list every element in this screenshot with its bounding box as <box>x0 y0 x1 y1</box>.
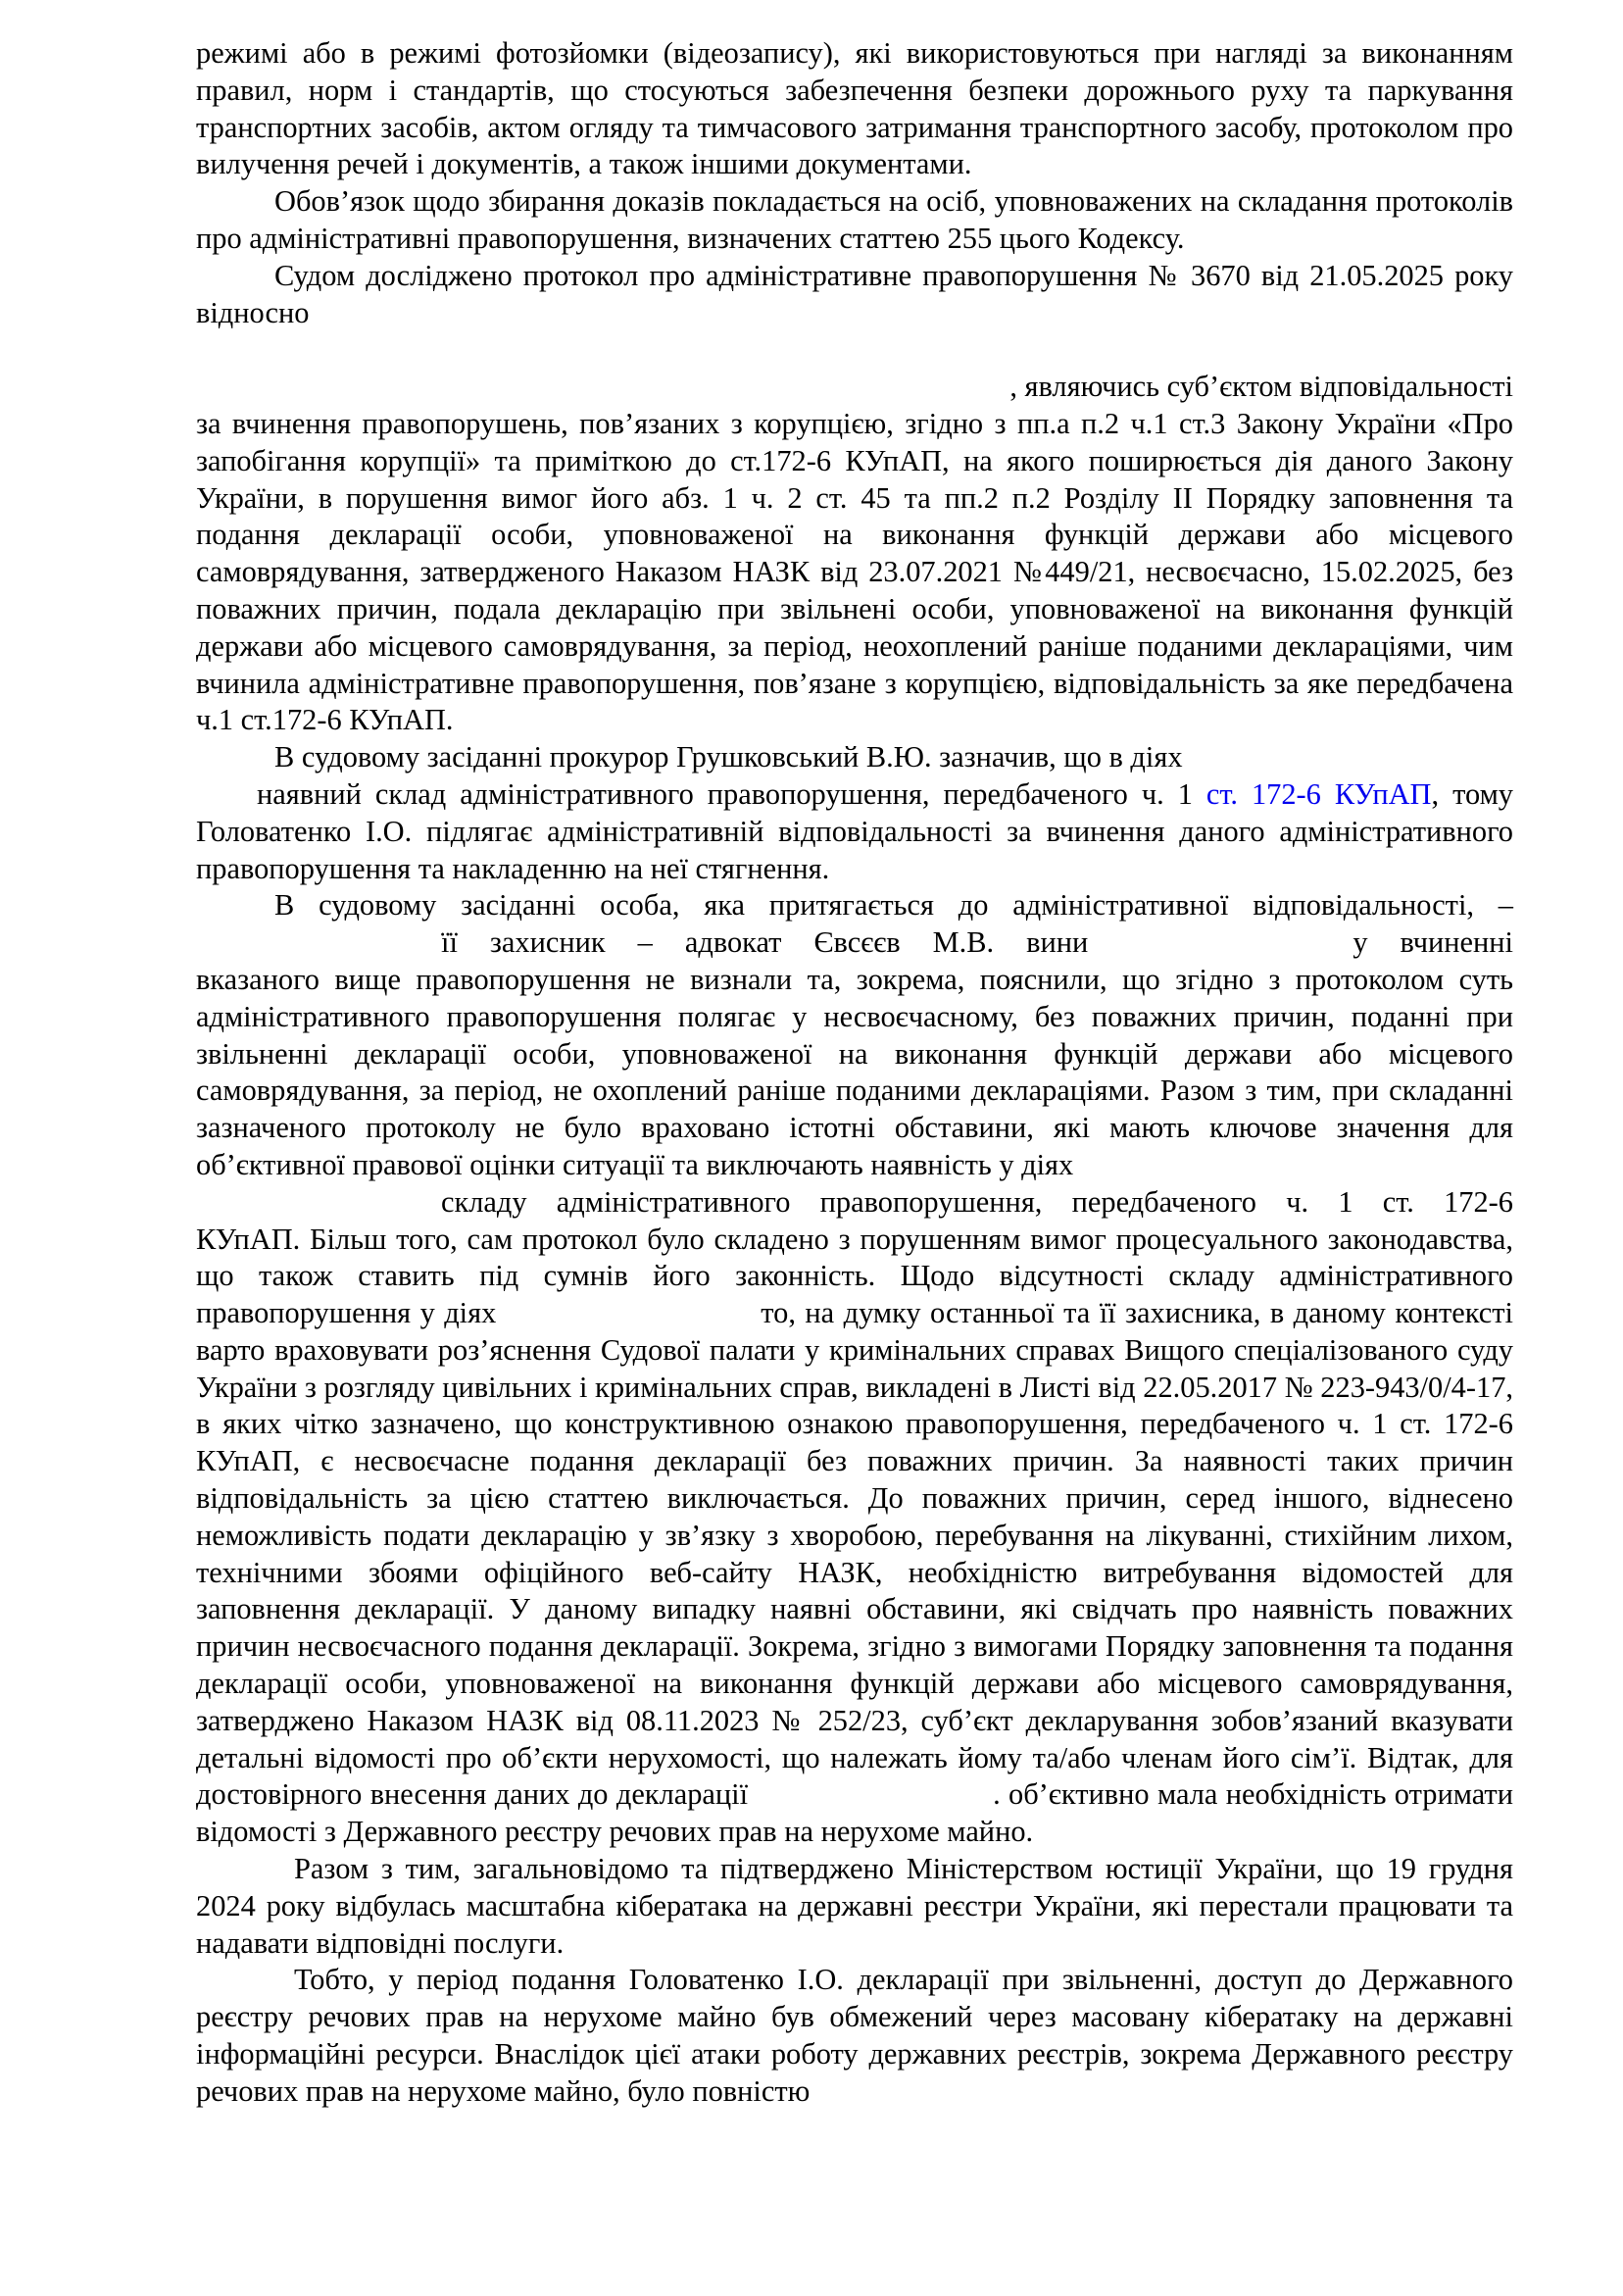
defense-text-j: Державного реєстру речових прав на нерухоме майно. <box>343 1815 1034 1849</box>
paragraph-defense-intro: В судовому засіданні особа, яка притягається до адміністративної відповідальності, – <box>274 888 1513 923</box>
paragraph-protocol-body: за вчинення правопорушень, пов’язаних з корупцією, згідно з пп.а п.2 ч.1 ст.3 Закону України «Про запобігання корупції» та приміткою до ст.172-6 КУпАП, на якого поширюється дія даного Закону України, в порушення вимог його абз. 1 ч. 2 ст. 45 та пп.2 п.2 Розділу II Порядку заповнення та подання декларації особи, уповноваженої на виконання функцій держави або місцевого самоврядування, затвердженого Наказом НАЗК від 23.07.2021 №449/21, несвоєчасно, 15.02.2025, без поважних причин, подала декларацію при звільнені особи, уповноваженої на виконання функцій держави або місцевого самоврядування, за період, неохоплений раніше поданими деклараціями, чим вчинила адміністративне правопорушення, пов’язане з корупцією, відповідальність за яке передбачена ч.1 ст.172-6 КУпАП. <box>196 406 1513 737</box>
redacted-line <box>196 331 1513 369</box>
paragraph-registry-access: Тобто, у період подання Головатенко І.О. декларації при звільненні, доступ до Державного реєстру речових прав на нерухоме майно був обмежений через масовану кібератаку на державні інформаційні ресурси. Внаслідок цієї атаки роботу державних реєстрів, зокрема Державного реєстру речових прав на нерухоме майно, було повністю <box>196 1963 1513 2108</box>
paragraph-cyberattack: Разом з тим, загальновідомо та підтверджено Міністерством юстиції України, що 19 грудня 2024 року відбулась масштабна кібератака на державні реєстри України, які перестали працювати та надавати відповідні послуги. <box>196 1852 1513 1960</box>
paragraph-defense-body: вказаного вище правопорушення не визнали та, зокрема, пояснили, що згідно з протоколом суть адміністративного правопорушення полягає у несвоєчасному, без поважних причин, поданні при звільненні декларації особи, уповноваженої на виконання функцій держави або місцевого самоврядування, за період, не охоплений раніше поданими деклараціями. Разом з тим, при складанні зазначеного протоколу не було враховано істотні обставини, які мають ключове значення для об’єктивної правової оцінки ситуації та виключають наявність у діях <box>196 962 1513 1181</box>
paragraph-prosecutor <box>196 739 1513 887</box>
article-link[interactable]: ст. 172-6 КУпАП <box>1205 776 1432 811</box>
defense-text-c: у вчиненні <box>1352 925 1513 960</box>
document-page <box>196 35 1513 2111</box>
prosecutor-text-3: , тому Головатенко І.О. підлягає адміністративній відповідальності за вчинення даного адміністративного правопорушення та накладенню на неї стягнення. <box>196 776 1513 885</box>
defense-text-i: . об’єктивно мала необхідність отримати відомості з <box>196 1777 1513 1849</box>
paragraph-evidence-sources: режимі або в режимі фотозйомки (відеозапису), які використовуються при нагляді за виконанням правил, норм і стандартів, що стосуються забезпечення безпеки дорожнього руху та паркування транспортних засобів, актом огляду та тимчасового затримання транспортного засобу, протоколом про вилучення речей і документів, а також іншими документами. <box>196 36 1513 181</box>
defense-text-f: КУпАП. Більш того, сам протокол було складено з порушенням вимог процесуального законодавства, що також ставить під сумнів його законність. Щодо відсутності складу адміністративного правопорушення у діях <box>196 1222 1513 1330</box>
defense-text-b: її захисник – адвокат Євсєєв М.В. вини <box>441 925 1089 960</box>
defense-text-h: захисника, в даному контексті варто враховувати роз’яснення Судової палати у кримінальних справах Вищого спеціалізованого суду України з розгляду цивільних і кримінальних справ, викладені в Листі від 22.05.2017 № 223-943/0/4-17, в яких чітко зазначено, що конструктивною ознакою правопорушення, передбаченого ч. 1 ст. 172-6 КУпАП, є несвоєчасне подання декларації без поважних причин. За наявності таких причин відповідальність за цією статтею виключається. До поважних причин, серед іншого, віднесено неможливість подати декларацію у зв’язку з хворобою, перебування на лікуванні, стихійним лихом, технічними збоями офіційного веб-сайту НАЗК, необхідністю витребування відомостей для заповнення декларації. У даному випадку наявні обставини, які свідчать про наявність поважних причин несвоєчасного подання декларації. Зокрема, згідно з вимогами Порядку заповнення та подання декларації особи, уповноваженої на виконання функцій держави або місцевого самоврядування, затверджено Наказом НАЗК від 08.11.2023 № 252/23, суб’єкт декларування зобов’язаний вказувати детальні відомості про об’єкти нерухомості, що належать йому та/або членам його сім’ї. Відтак, для достовірного внесення даних до декларації <box>196 1296 1513 1812</box>
paragraph-defense-line-e <box>196 1184 1513 1222</box>
prosecutor-text-2: наявний склад адміністративного правопорушення, передбаченого ч. 1 <box>257 776 1193 811</box>
prosecutor-text-1: В судовому засіданні прокурор Грушковський В.Ю. зазначив, що в діях <box>274 740 1183 774</box>
paragraph-defense-body-f <box>196 1222 1513 1852</box>
paragraph-protocol-subject: , являючись суб’єктом відповідальності <box>1009 370 1513 404</box>
paragraph-evidence-duty: Обов’язок щодо збирання доказів покладається на осіб, уповноважених на складання протоколів про адміністративні правопорушення, визначених статтею 255 цього Кодексу. <box>196 184 1513 255</box>
defense-text-g: то, на думку останньої та її <box>761 1296 1116 1330</box>
paragraph-protocol-intro: Судом досліджено протокол про адміністративне правопорушення № 3670 від 21.05.2025 року відносно <box>196 258 1513 329</box>
defense-text-e: складу адміністративного правопорушення, передбаченого ч. 1 ст. 172-6 <box>441 1184 1513 1219</box>
paragraph-defense-line2 <box>196 924 1513 962</box>
